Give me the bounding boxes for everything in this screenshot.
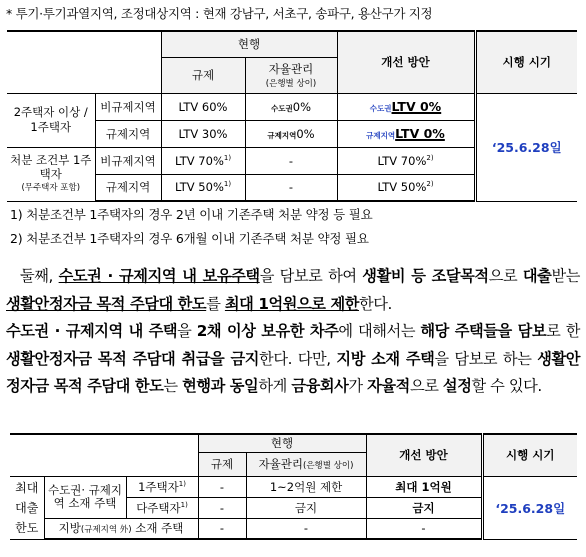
row-label: 1주택자$^{1)}$ bbox=[126, 476, 198, 497]
header-current: 현행 bbox=[161, 31, 337, 57]
header-effective-date: 시행 시기 bbox=[475, 31, 577, 93]
row-group-conditional: 처분 조건부 1주택자 (무주택자 포함) bbox=[7, 147, 95, 201]
header-improvement: 개선 방안 bbox=[337, 31, 475, 93]
header-regulation: 규제 bbox=[161, 57, 245, 93]
self-management-value: - bbox=[246, 518, 366, 539]
region-label: 비규제지역 bbox=[95, 93, 161, 120]
regulation-value: LTV 70%$^{1)}$ bbox=[161, 147, 245, 174]
effective-date-value: ‘25.6.28일 bbox=[482, 476, 577, 539]
row-subgroup-capital-region: 수도권· 규제지역 소재 주택 bbox=[44, 476, 126, 518]
improvement-value: 규제지역LTV 0% bbox=[337, 120, 475, 147]
region-label: 규제지역 bbox=[95, 120, 161, 147]
row-label: 다주택자$^{1)}$ bbox=[126, 497, 198, 518]
improvement-value: 수도권LTV 0% bbox=[337, 93, 475, 120]
loan-limit-table bbox=[10, 433, 577, 540]
improvement-value: LTV 70%$^{2)}$ bbox=[337, 147, 475, 174]
regulation-value: - bbox=[198, 497, 246, 518]
self-management-value: 금지 bbox=[246, 497, 366, 518]
header-self-management: 자율관리(은행별 상이) bbox=[246, 452, 366, 476]
row-group-multi-home: 2주택자 이상 / 1주택자 bbox=[7, 93, 95, 147]
improvement-value: 최대 1억원 bbox=[366, 476, 482, 497]
improvement-value: - bbox=[366, 518, 482, 539]
footnote-2: 2) 처분조건부 1주택자의 경우 6개월 이내 기존주택 처분 약정 필요 bbox=[10, 231, 369, 246]
improvement-value: LTV 50%$^{2)}$ bbox=[337, 174, 475, 201]
header-current: 현행 bbox=[198, 434, 366, 452]
row-group-max-limit: 최대 대출 한도 bbox=[10, 476, 44, 539]
self-management-value: 수도권0% bbox=[245, 93, 337, 120]
header-improvement: 개선 방안 bbox=[366, 434, 482, 476]
header-self-management: 자율관리 (은행별 상이) bbox=[245, 57, 337, 93]
header-effective-date: 시행 시기 bbox=[482, 434, 577, 476]
regulation-value: LTV 30% bbox=[161, 120, 245, 147]
self-management-value: 1~2억원 제한 bbox=[246, 476, 366, 497]
body-paragraph: 둘째, 수도권 · 규제지역 내 보유주택을 담보로 하여 생활비 등 조달목적으로 대출받는 생활안정자금 목적 주담대 한도를 최대 1억원으로 제한한다. 수도권 · 규제지역 내 주택을 2채 이상 보유한 차주에 대해서는 해당 주택들을 담보로 한 생활안정자금 목적 주담대 취급을 금지한다. 다만, 지방 소재 주택을 담보로 하는 생활안정자금 목적 주담대 한도는 현행과 동일하게 금융회사가 자율적으로 설정할 수 있다. bbox=[6, 267, 581, 395]
self-management-value: 규제지역0% bbox=[245, 120, 337, 147]
top-note: * 투기·투기과열지역, 조정대상지역 : 현재 강남구, 서초구, 송파구, 용산구가 지정 bbox=[6, 6, 433, 21]
regulation-value: LTV 60% bbox=[161, 93, 245, 120]
row-label-local: 지방(규제지역 外) 소재 주택 bbox=[44, 518, 198, 539]
region-label: 규제지역 bbox=[95, 174, 161, 201]
regulation-value: LTV 50%$^{1)}$ bbox=[161, 174, 245, 201]
self-management-value: - bbox=[245, 174, 337, 201]
ltv-table bbox=[7, 30, 577, 202]
region-label: 비규제지역 bbox=[95, 147, 161, 174]
regulation-value: - bbox=[198, 476, 246, 497]
effective-date-value: ‘25.6.28일 bbox=[475, 93, 577, 201]
self-management-value: - bbox=[245, 147, 337, 174]
header-blank bbox=[7, 31, 161, 93]
footnote-1: 1) 처분조건부 1주택자의 경우 2년 이내 기존주택 처분 약정 등 필요 bbox=[10, 207, 373, 222]
regulation-value: - bbox=[198, 518, 246, 539]
header-regulation: 규제 bbox=[198, 452, 246, 476]
header-blank bbox=[10, 434, 198, 476]
improvement-value: 금지 bbox=[366, 497, 482, 518]
